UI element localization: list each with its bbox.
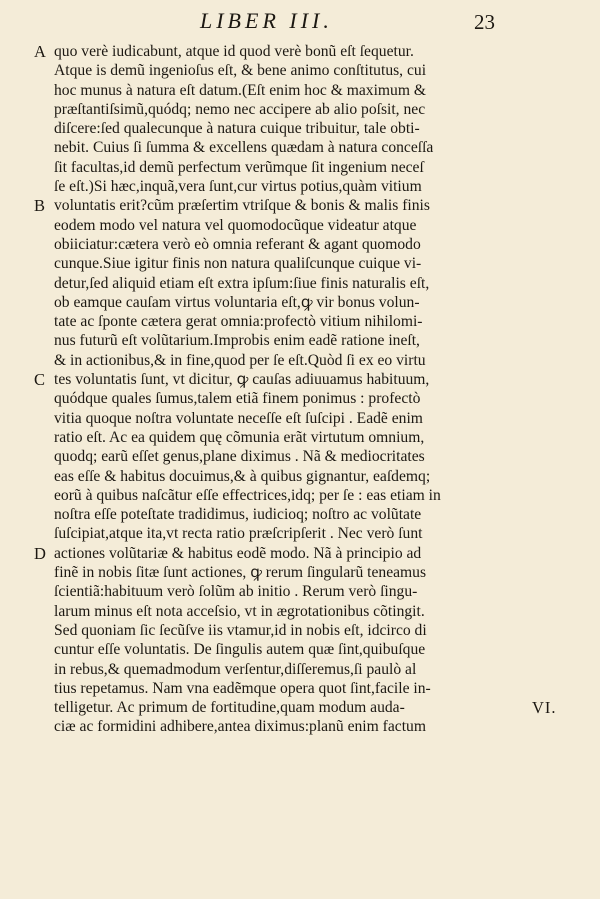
text-line (0, 196, 600, 215)
line-text: nus futurũ eſt volũtarium.Improbis enim eadẽ ratione ineſt, (54, 332, 420, 350)
text-line (0, 698, 600, 717)
line-text: eas eſſe & habitus docuimus,& à quibus gignantur, eaſdemq; (54, 467, 431, 485)
line-text: quo verè iudicabunt, atque id quod verè bonũ eſt ſequetur. (54, 43, 414, 60)
text-line (0, 544, 600, 563)
text-line (0, 293, 600, 312)
text-line (0, 621, 600, 640)
text-line (0, 158, 600, 177)
text-line (0, 254, 600, 273)
text-line (0, 717, 600, 736)
text-line (0, 216, 600, 235)
text-line (0, 351, 600, 370)
margin-section-letter: A (34, 42, 46, 61)
line-text: detur,ſed aliquid etiam eſt extra ipſum:ſiue finis naturalis eſt, (54, 274, 430, 292)
line-text: ratio eſt. Ac ea quidem quę cõmunia erãt virtutum omnium, (54, 428, 425, 446)
text-line (0, 138, 600, 157)
line-text: ſuſcipiat,atque ita,vt recta ratio præſcripſerit . Nec verò ſunt (54, 525, 423, 543)
line-text: Atque is demũ ingenioſus eſt, & bene animo conſtitutus, cui (54, 62, 427, 80)
text-line (0, 467, 600, 486)
line-text: telligetur. Ac primum de fortitudine,quam modum auda- (54, 699, 405, 717)
margin-section-letter: C (34, 370, 46, 390)
line-text: tate ac ſponte cætera gerat omnia:profectò vitium nihilomi- (54, 313, 423, 331)
line-text: cunque.Siue igitur finis non natura qualiſcunque cuique vi- (54, 255, 422, 273)
line-text: vitia quoque noſtra voluntate neceſſe eſt ſuſcipi . Eadẽ enim (54, 409, 423, 427)
page-header (0, 6, 600, 36)
text-line (0, 312, 600, 331)
text-line (0, 660, 600, 679)
text-line (0, 563, 600, 582)
text-line (0, 235, 600, 254)
line-text: nebit. Cuius ſi ſumma & excellens quædam à natura conceſſa (54, 139, 434, 157)
line-text: præſtantiſsimũ,quódq; nemo nec accipere ab alio poſsit, nec (54, 100, 426, 118)
text-line (0, 389, 600, 408)
text-line (0, 81, 600, 100)
text-line (0, 505, 600, 524)
line-text: quodq; earũ eſſet genus,plane diximus . Nã & mediocritates (54, 448, 425, 466)
line-text: larum minus eſt nota acceſsio, vt in ægrotationibus cõtingit. (54, 602, 425, 620)
line-text: quódque quales ſumus,talem etiã finem ponimus : profectò (54, 390, 421, 408)
margin-section-letter: D (34, 543, 46, 563)
text-line (0, 582, 600, 601)
text-line (0, 274, 600, 293)
margin-chapter-number: VI. (532, 698, 557, 718)
text-line (0, 42, 600, 61)
line-text: ſe eſt.)Si hæc,inquã,vera ſunt,cur virtus potius,quàm vitium (54, 178, 422, 196)
text-line (0, 679, 600, 698)
text-line (0, 331, 600, 350)
text-line (0, 486, 600, 505)
text-line (0, 524, 600, 543)
margin-section-letter: B (34, 196, 46, 216)
line-text: cuntur eſſe voluntatis. De ſingulis autem quæ ſint,quibuſque (54, 641, 426, 659)
line-text: actiones volũtariæ & habitus eodẽ modo. Nã à principio ad (54, 544, 422, 562)
line-text: eodem modo vel natura vel quomodocũque videatur atque (54, 216, 417, 234)
text-line (0, 428, 600, 447)
text-line (0, 409, 600, 428)
line-text: voluntatis erit?cũm præſertim vtriſque & bonis & malis finis (54, 197, 430, 215)
line-text: obiiciatur:cætera verò eò omnia referant & agant quomodo (54, 235, 421, 253)
line-text: Sed quoniam ſic ſecũſve iis vtamur,id in nobis eſt, idcirco di (54, 621, 427, 639)
line-text: ciæ ac formidini adhibere,antea diximus:planũ enim factum (54, 718, 426, 736)
text-line (0, 100, 600, 119)
line-text: noſtra eſſe poteſtate tradidimus, iudicioq; noſtro ac volũtate (54, 506, 422, 524)
text-line (0, 602, 600, 621)
text-line (0, 640, 600, 659)
line-text: tius repetamus. Nam vna eadẽmque opera quot ſint,facile in- (54, 679, 431, 697)
body-text (0, 42, 600, 737)
line-text: hoc munus à natura eſt datum.(Eſt enim hoc & maximum & (54, 81, 427, 99)
text-line (0, 61, 600, 80)
text-line (0, 177, 600, 196)
line-text: tes voluntatis ſunt, vt dicitur, ꝙ cauſas adiuuamus habituum, (54, 371, 430, 389)
line-text: & in actionibus,& in fine,quod per ſe eſt.Quòd ſi ex eo virtu (54, 351, 426, 369)
running-head: LIBER III. (200, 8, 333, 33)
line-text: diſcere:ſed qualecunque à natura cuique tribuitur, tale obti- (54, 120, 420, 138)
line-text: ſcientiã:habituum verò ſolũm ab initio . Rerum verò ſingu- (54, 583, 418, 601)
text-line (0, 370, 600, 389)
text-line (0, 447, 600, 466)
text-line (0, 119, 600, 138)
page-number: 23 (474, 10, 495, 34)
line-text: eorũ à quibus naſcãtur eſſe effectrices,idq; per ſe : eas etiam in (54, 486, 441, 504)
line-text: ob eamque cauſam virtus voluntaria eſt,ꝙ vir bonus volun- (54, 293, 420, 311)
line-text: in rebus,& quemadmodum verſentur,diſſeremus,ſi paulò al (54, 660, 417, 678)
line-text: ſit facultas,id demũ perfectum verũmque ſit ingenium neceſ (54, 158, 424, 176)
line-text: finẽ in nobis ſitæ ſunt actiones, ꝙ rerum ſingularũ teneamus (54, 564, 427, 582)
